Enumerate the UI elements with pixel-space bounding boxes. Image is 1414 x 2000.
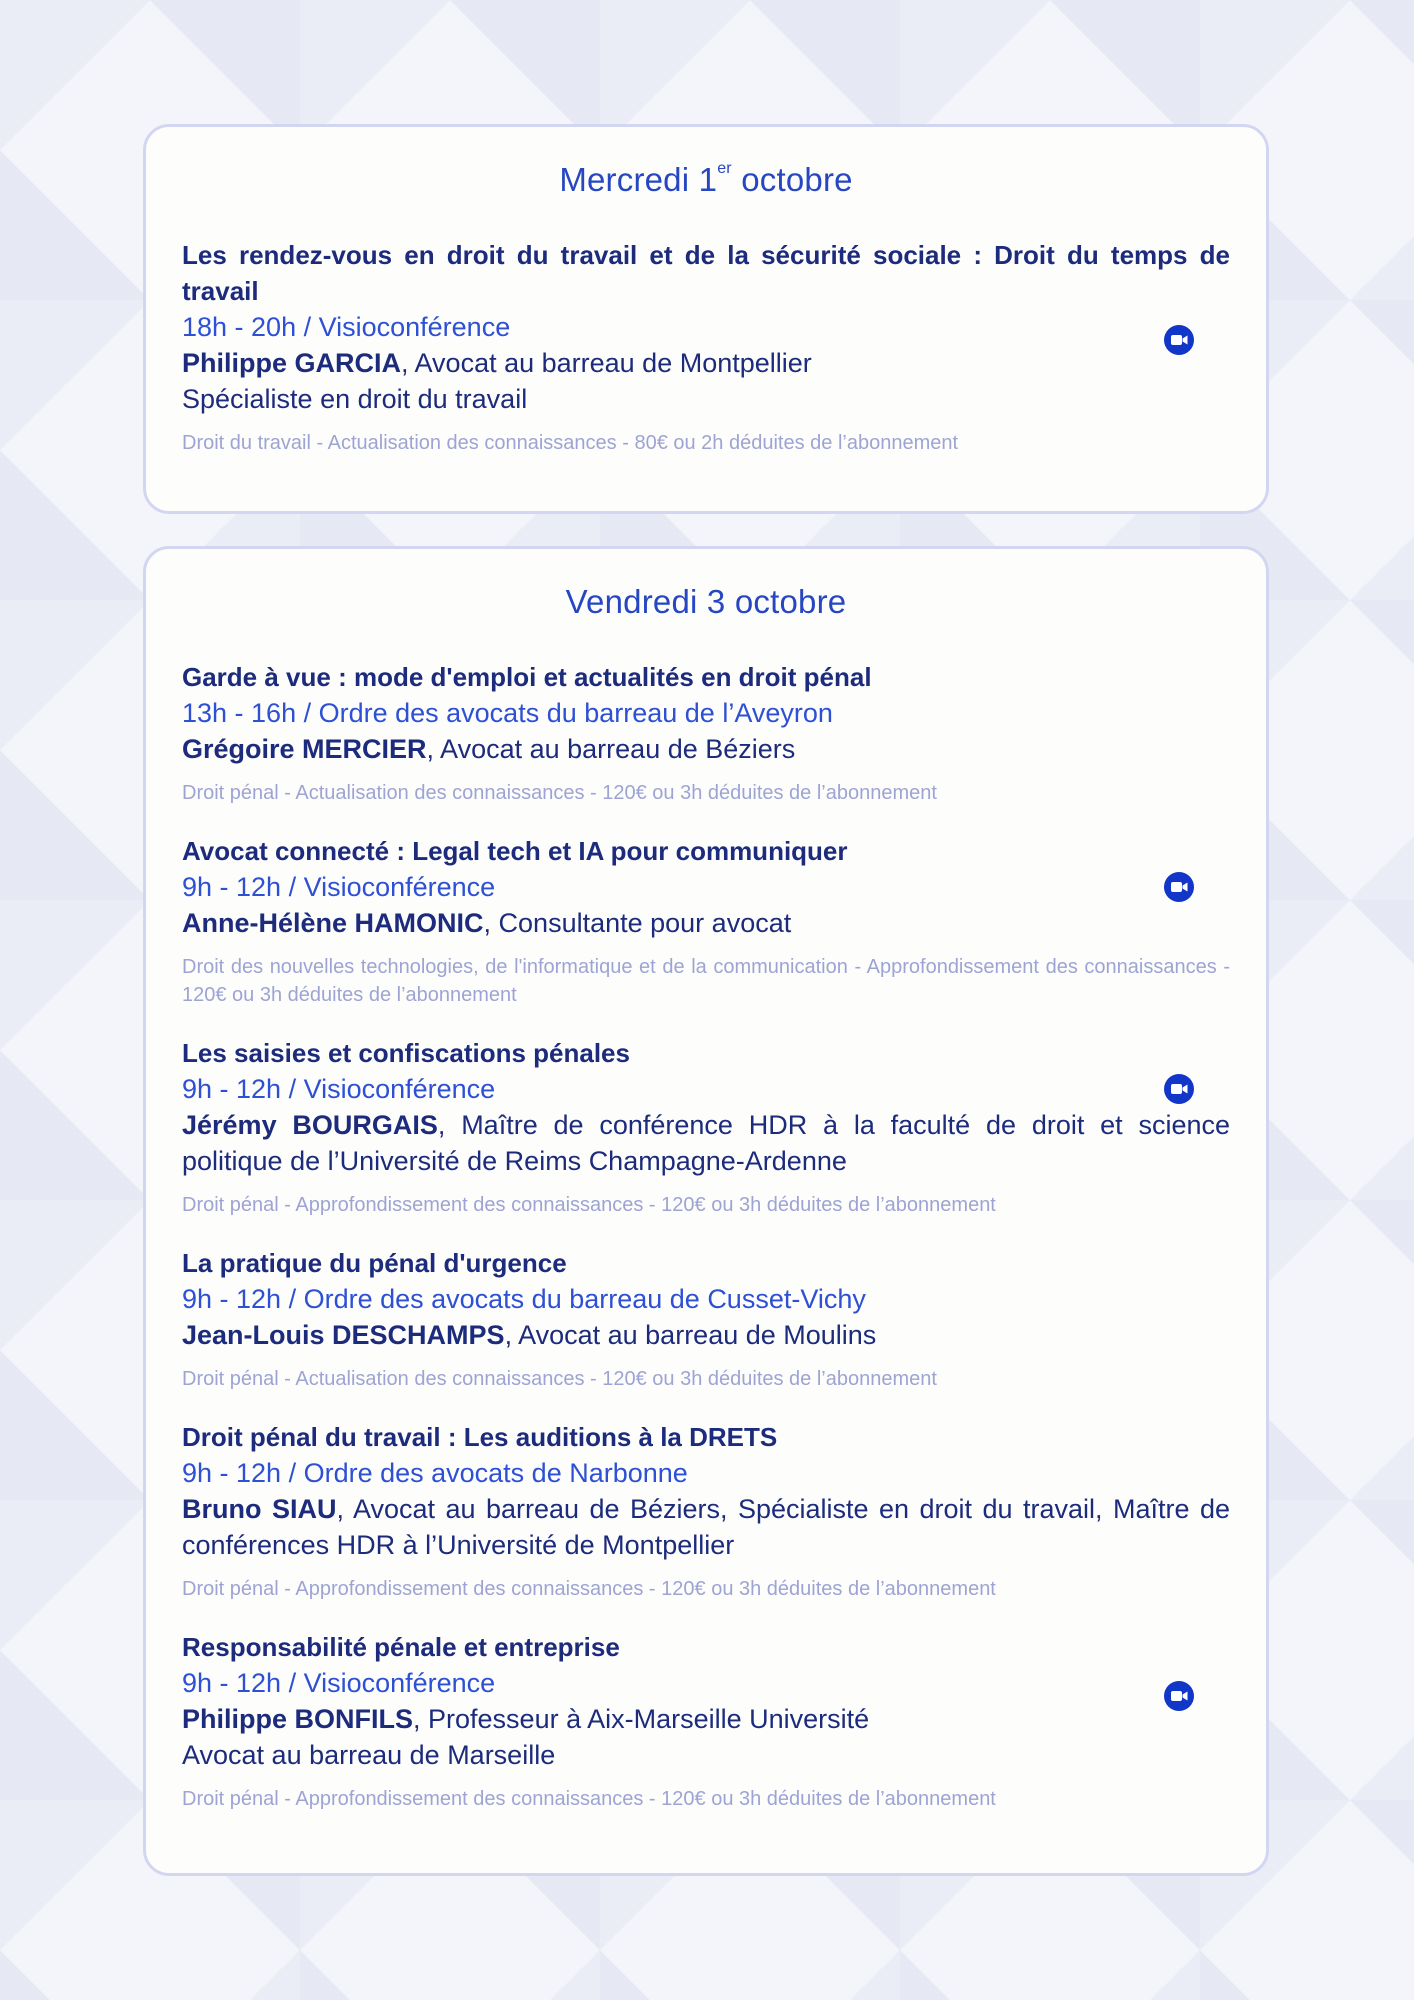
day-ordinal-suffix: er: [717, 160, 732, 177]
day-heading: Vendredi 3 octobre: [565, 583, 847, 620]
event-meta: Droit pénal - Actualisation des connaissances - 120€ ou 3h déduites de l’abonnement: [182, 1368, 937, 1390]
event-speaker: [182, 345, 1230, 381]
event-title: Garde à vue : mode d'emploi et actualités en droit pénal: [182, 662, 872, 692]
event-meta: Droit pénal - Approfondissement des connaissances - 120€ ou 3h déduites de l’abonnement: [182, 1194, 996, 1216]
event-meta: Droit pénal - Approfondissement des connaissances - 120€ ou 3h déduites de l’abonnement: [182, 1788, 996, 1810]
event-title: La pratique du pénal d'urgence: [182, 1248, 567, 1278]
event-speaker: [182, 1491, 1230, 1563]
event-title: Droit pénal du travail : Les auditions à la DRETS: [182, 1422, 778, 1452]
speaker-description: , Consultante pour avocat: [483, 908, 792, 938]
event-meta: Droit du travail - Actualisation des connaissances - 80€ ou 2h déduites de l’abonnement: [182, 432, 959, 454]
event-time-location: 9h - 12h / Ordre des avocats du barreau de Cusset-Vichy: [182, 1284, 866, 1314]
speaker-description-line-2: Spécialiste en droit du travail: [182, 384, 528, 414]
event-meta: Droit pénal - Actualisation des connaissances - 120€ ou 3h déduites de l’abonnement: [182, 782, 937, 804]
speaker-description: , Maître de conférence HDR à la faculté de droit et science politique de l’Université de Reims Champagne-Ardenne: [182, 1110, 1230, 1176]
event-item: [182, 1245, 1230, 1393]
event-time-location: 18h - 20h / Visioconférence: [182, 312, 511, 342]
event-item: [182, 833, 1230, 1009]
event-title: Responsabilité pénale et entreprise: [182, 1632, 620, 1662]
event-title: Les rendez-vous en droit du travail et de la sécurité sociale : Droit du temps de travail: [182, 240, 1230, 306]
event-item: [182, 1629, 1230, 1813]
event-time-location: 13h - 16h / Ordre des avocats du barreau de l’Aveyron: [182, 698, 833, 728]
speaker-description: , Avocat au barreau de Moulins: [504, 1320, 877, 1350]
video-camera-icon: [1164, 325, 1194, 355]
day-heading: Mercredi 1er octobre: [559, 160, 853, 198]
speaker-name: Grégoire MERCIER: [182, 734, 427, 764]
event-meta: Droit pénal - Approfondissement des connaissances - 120€ ou 3h déduites de l’abonnement: [182, 1578, 996, 1600]
event-speaker: [182, 1317, 1230, 1353]
day-card-wednesday: [143, 124, 1269, 514]
event-time-location: 9h - 12h / Visioconférence: [182, 1668, 496, 1698]
event-speaker: [182, 1107, 1230, 1179]
speaker-description: , Avocat au barreau de Béziers: [426, 734, 796, 764]
event-item: [182, 659, 1230, 807]
video-camera-icon: [1164, 872, 1194, 902]
speaker-name: Jérémy BOURGAIS: [182, 1110, 438, 1140]
event-time-location: 9h - 12h / Ordre des avocats de Narbonne: [182, 1458, 688, 1488]
speaker-description: , Professeur à Aix-Marseille Université: [413, 1704, 870, 1734]
video-camera-icon: [1164, 1074, 1194, 1104]
event-title: Avocat connecté : Legal tech et IA pour communiquer: [182, 836, 848, 866]
speaker-name: Philippe GARCIA: [182, 348, 402, 378]
speaker-name: Philippe BONFILS: [182, 1704, 414, 1734]
speaker-description-line-2: Avocat au barreau de Marseille: [182, 1740, 556, 1770]
event-speaker: [182, 905, 1230, 941]
video-camera-icon: [1164, 1681, 1194, 1711]
event-time-location: 9h - 12h / Visioconférence: [182, 872, 496, 902]
event-title: Les saisies et confiscations pénales: [182, 1038, 630, 1068]
event-item: [182, 1035, 1230, 1219]
speaker-name: Bruno SIAU: [182, 1494, 337, 1524]
event-speaker: [182, 1701, 1230, 1737]
event-meta: Droit des nouvelles technologies, de l'informatique et de la communication - Approfondissement des connaissances - 120€ ou 3h déduites de l’abonnement: [182, 956, 1230, 1006]
event-time-location: 9h - 12h / Visioconférence: [182, 1074, 496, 1104]
speaker-description: , Avocat au barreau de Montpellier: [401, 348, 812, 378]
speaker-name: Anne-Hélène HAMONIC: [182, 908, 484, 938]
event-item: [182, 1419, 1230, 1603]
event-speaker: [182, 731, 1230, 767]
speaker-description: , Avocat au barreau de Béziers, Spécialiste en droit du travail, Maître de conférences HDR à l’Université de Montpellier: [182, 1494, 1230, 1560]
event-item: [182, 237, 1230, 457]
speaker-name: Jean-Louis DESCHAMPS: [182, 1320, 505, 1350]
day-card-friday: [143, 546, 1269, 1876]
